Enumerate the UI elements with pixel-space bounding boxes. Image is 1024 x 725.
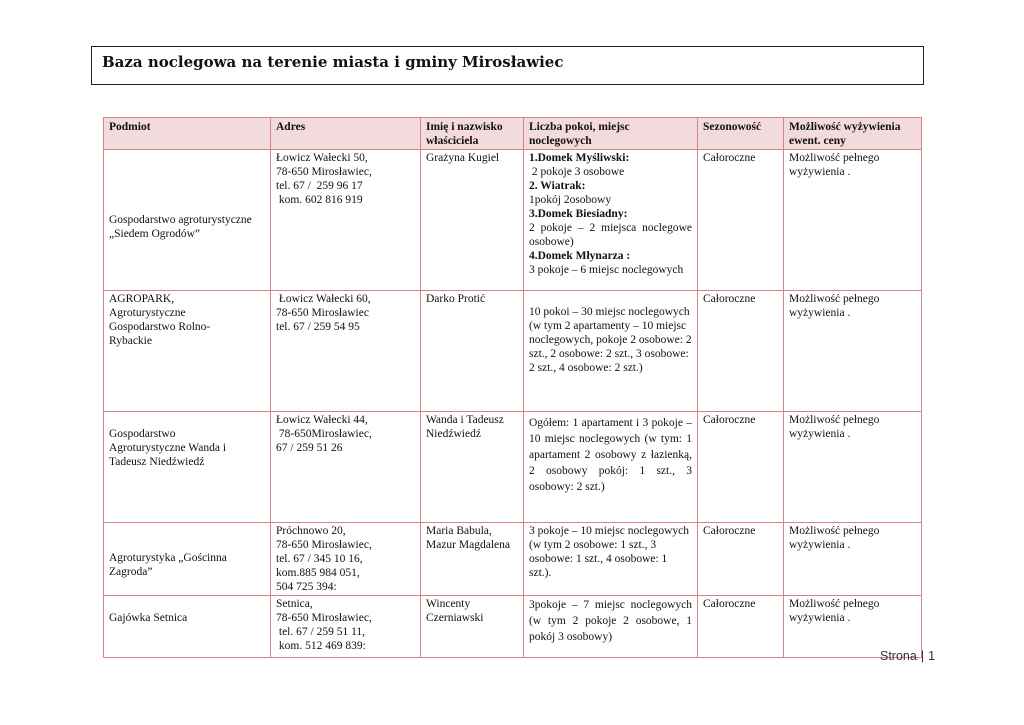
- cell-adres: [271, 291, 421, 412]
- cell-podmiot: [104, 150, 271, 291]
- header-rooms: Liczba pokoi, miejsc noclegowych: [524, 118, 698, 150]
- header-adres: Adres: [271, 118, 421, 150]
- food-line: Możliwość pełnego: [789, 293, 880, 305]
- podmiot-line: Agroturystyczne: [109, 307, 186, 319]
- rooms-text: 3 pokoje – 10 miejsc noclegowych (w tym 2 osobowe: 1 szt., 3 osobowe: 1 szt., 4 osobowe: 1 szt.).: [529, 525, 690, 579]
- food-line: wyżywienia .: [789, 539, 851, 551]
- podmiot-line: Agroturystyczne Wanda i: [109, 442, 227, 454]
- cell-owner: [421, 150, 524, 291]
- rooms-heading: 3.Domek Biesiadny:: [529, 208, 628, 220]
- adres-line: 504 725 394:: [276, 581, 337, 593]
- adres-line: Łowicz Wałecki 44,: [276, 414, 368, 426]
- adres-line: tel. 67 / 259 51 11,: [276, 626, 366, 638]
- page-footer: [880, 649, 935, 663]
- owner-line: Czerniawski: [426, 612, 484, 624]
- adres-line: 78-650 Mirosławiec: [276, 307, 369, 319]
- adres-line: 67 / 259 51 26: [276, 442, 343, 454]
- cell-season: Całoroczne: [698, 150, 784, 291]
- cell-adres: [271, 412, 421, 523]
- adres-line: 78-650 Mirosławiec,: [276, 612, 372, 624]
- podmiot-line: Tadeusz Niedźwiedź: [109, 456, 205, 468]
- cell-adres: [271, 523, 421, 596]
- rooms-line: 2 pokoje – 2 miejsca noclegowe osobowe): [529, 222, 692, 248]
- adres-line: kom.885 984 051,: [276, 567, 360, 579]
- cell-owner: [421, 291, 524, 412]
- cell-season: Całoroczne: [698, 291, 784, 412]
- cell-rooms: [524, 523, 698, 596]
- cell-podmiot: [104, 523, 271, 596]
- footer-label: Strona: [880, 649, 917, 663]
- rooms-line: 3 pokoje – 6 miejsc noclegowych: [529, 264, 684, 276]
- owner-line: Wincenty: [426, 598, 471, 610]
- rooms-heading: 1.Domek Myśliwski:: [529, 152, 630, 164]
- cell-rooms: [524, 596, 698, 658]
- header-food: Możliwość wyżywienia ewent. ceny: [784, 118, 922, 150]
- rooms-line: 2 pokoje 3 osobowe: [529, 166, 625, 178]
- food-line: wyżywienia .: [789, 428, 851, 440]
- rooms-line: 1pokój 2osobowy: [529, 194, 612, 206]
- cell-food: [784, 291, 922, 412]
- cell-adres: [271, 596, 421, 658]
- adres-line: tel. 67 / 259 96 17: [276, 180, 363, 192]
- rooms-text: 10 pokoi – 30 miejsc noclegowych (w tym 2 apartamenty – 10 miejsc noclegowych, pokoje 2 osobowe: 2 szt., 2 osobowe: 2 szt., 3 osobowe: 2 szt., 4 osobowe: 2 szt.): [529, 306, 692, 374]
- podmiot-line: Zagroda”: [109, 566, 153, 578]
- owner-line: Grażyna Kugiel: [426, 152, 500, 164]
- cell-food: [784, 150, 922, 291]
- cell-podmiot: [104, 596, 271, 658]
- cell-owner: [421, 412, 524, 523]
- cell-owner: [421, 523, 524, 596]
- adres-line: 78-650 Mirosławiec,: [276, 539, 372, 551]
- food-line: Możliwość pełnego: [789, 525, 880, 537]
- food-line: wyżywienia .: [789, 166, 851, 178]
- cell-food: [784, 412, 922, 523]
- adres-line: Łowicz Wałecki 50,: [276, 152, 368, 164]
- page-title: Baza noclegowa na terenie miasta i gminy Mirosławiec: [102, 53, 564, 71]
- adres-line: 78-650Mirosławiec,: [276, 428, 372, 440]
- podmiot-line: Gospodarstwo: [109, 428, 176, 440]
- food-line: wyżywienia .: [789, 612, 851, 624]
- table-row: [104, 596, 922, 658]
- header-owner: Imię i nazwisko właściciela: [421, 118, 524, 150]
- title-box: [91, 46, 924, 85]
- header-podmiot: Podmiot: [104, 118, 271, 150]
- footer-separator: |: [920, 649, 925, 663]
- rooms-heading: 2. Wiatrak:: [529, 180, 586, 192]
- table-header-row: [104, 118, 922, 150]
- lodging-table: [103, 117, 922, 658]
- food-line: Możliwość pełnego: [789, 598, 880, 610]
- cell-season: Całoroczne: [698, 596, 784, 658]
- food-line: Możliwość pełnego: [789, 152, 880, 164]
- podmiot-line: Gospodarstwo agroturystyczne: [109, 214, 252, 226]
- podmiot-line: Rybackie: [109, 335, 152, 347]
- adres-line: kom. 602 816 919: [276, 194, 363, 206]
- table-row: [104, 523, 922, 596]
- owner-line: Maria Babula,: [426, 525, 492, 537]
- cell-podmiot: [104, 412, 271, 523]
- podmiot-line: „Siedem Ogrodów”: [109, 228, 201, 240]
- podmiot-line: AGROPARK,: [109, 293, 175, 305]
- podmiot-line: Agroturystyka „Gościnna: [109, 552, 227, 564]
- cell-podmiot: [104, 291, 271, 412]
- rooms-heading: 4.Domek Młynarza :: [529, 250, 631, 262]
- cell-owner: [421, 596, 524, 658]
- food-line: wyżywienia .: [789, 307, 851, 319]
- table-row: [104, 291, 922, 412]
- header-season: Sezonowość: [698, 118, 784, 150]
- adres-line: Setnica,: [276, 598, 313, 610]
- owner-line: Mazur Magdalena: [426, 539, 510, 551]
- adres-line: kom. 512 469 839:: [276, 640, 366, 652]
- table-row: [104, 150, 922, 291]
- rooms-text: 3pokoje – 7 miejsc noclegowych (w tym 2 pokoje 2 osobowe, 1 pokój 3 osobowy): [529, 599, 692, 643]
- adres-line: 78-650 Mirosławiec,: [276, 166, 372, 178]
- owner-line: Darko Protić: [426, 293, 486, 305]
- table-row: [104, 412, 922, 523]
- page-number: 1: [928, 649, 936, 663]
- rooms-text: Ogółem: 1 apartament i 3 pokoje – 10 miejsc noclegowych (w tym: 1 apartament 2 osobowy z łazienką, 2 osobowy pokój: 1 szt., 3 osobowy: 2 szt.): [529, 417, 692, 493]
- food-line: Możliwość pełnego: [789, 414, 880, 426]
- adres-line: tel. 67 / 345 10 16,: [276, 553, 363, 565]
- cell-rooms: [524, 291, 698, 412]
- adres-line: tel. 67 / 259 54 95: [276, 321, 360, 333]
- podmiot-line: Gospodarstwo Rolno-: [109, 321, 211, 333]
- adres-line: Próchnowo 20,: [276, 525, 346, 537]
- owner-line: Niedźwiedź: [426, 428, 481, 440]
- cell-season: Całoroczne: [698, 412, 784, 523]
- cell-adres: [271, 150, 421, 291]
- cell-rooms: [524, 150, 698, 291]
- owner-line: Wanda i Tadeusz: [426, 414, 504, 426]
- cell-season: Całoroczne: [698, 523, 784, 596]
- adres-line: Łowicz Wałecki 60,: [276, 293, 371, 305]
- cell-rooms: [524, 412, 698, 523]
- podmiot-line: Gajówka Setnica: [109, 612, 188, 624]
- cell-food: [784, 523, 922, 596]
